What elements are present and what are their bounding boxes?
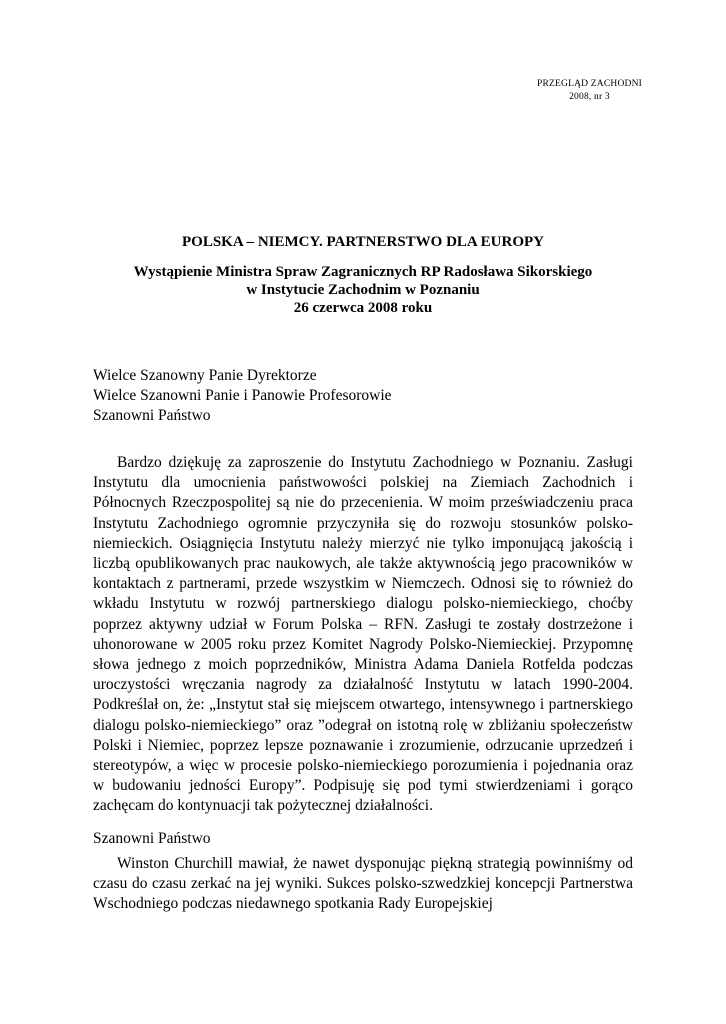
subtitle-line-2: w Instytucie Zachodnim w Poznaniu xyxy=(246,282,480,298)
subtitle-line-3: 26 czerwca 2008 roku xyxy=(293,300,433,316)
paragraph-1: Bardzo dziękuję za zaproszenie do Instytutu Zachodniego w Poznaniu. Zasługi Instytutu dla umocnienia państwowości polskiej na Ziemiach Zachodnich i Północnych Rzeczpospolitej są nie do przecenienia. W moim przeświadczeniu praca Instytutu Zachodniego ogromnie przyczyniła się do rozwoju stosunków polsko-niemieckich. Osiągnięcia Instytutu należy mierzyć nie tylko imponującą jakością i liczbą opublikowanych prac naukowych, ale także aktywnością jego pracowników w kontaktach z partnerami, przede wszystkim w Niemczech. Odnosi się to również do wkładu Instytutu w rozwój partnerskiego dialogu polsko-niemieckiego, choćby poprzez aktywny udział w Forum Polska – RFN. Zasługi te zostały dostrzeżone i uhonorowane w 2005 roku przez Komitet Nagrody Polsko-Niemieckiej. Przypomnę słowa jednego z moich poprzedników, Ministra Adama Daniela Rotfelda podczas uroczystości wręczania nagrody za działalność Instytutu w latach 1990-2004. Podkreślał on, że: „Instytut stał się miejscem otwartego, intensywnego i partnerskiego dialogu polsko-niemieckiego” oraz ”odegrał on istotną rolę w zbliżaniu społeczeństw Polski i Niemiec, poprzez lepsze poznawanie i zrozumienie, odrzucanie uprzedzeń i stereotypów, a więc w procesie polsko-niemieckiego porozumienia i pojednania oraz w budowaniu jedności Europy”. Podpisuję się pod tymi stwierdzeniami i gorąco zachęcam do kontynuacji tak pożytecznej działalności. xyxy=(93,454,633,815)
greeting-line-2: Wielce Szanowni Panie i Panowie Profesorowie xyxy=(93,387,392,404)
article-title: POLSKA – NIEMCY. PARTNERSTWO DLA EUROPY xyxy=(181,234,545,250)
body-text xyxy=(93,453,633,914)
journal-name: PRZEGLĄD ZACHODNI xyxy=(537,79,642,89)
greeting-line-1: Wielce Szanowny Panie Dyrektorze xyxy=(93,367,317,384)
journal-issue: 2008, nr 3 xyxy=(569,92,610,102)
subtitle-line-1: Wystąpienie Ministra Spraw Zagranicznych RP Radosława Sikorskiego xyxy=(133,264,593,280)
running-header xyxy=(537,78,642,104)
greeting-block xyxy=(93,366,633,426)
greeting-line-3: Szanowni Państwo xyxy=(93,407,211,424)
salutation: Szanowni Państwo xyxy=(93,829,211,847)
paragraph-2: Winston Churchill mawiał, że nawet dysponując piękną strategią powinniśmy od czasu do czasu zerkać na jej wyniki. Sukces polsko-szwedzkiej koncepcji Partnerstwa Wschodniego podczas niedawnego spotkania Rady Europejskiej xyxy=(93,854,633,913)
title-block xyxy=(0,231,726,317)
